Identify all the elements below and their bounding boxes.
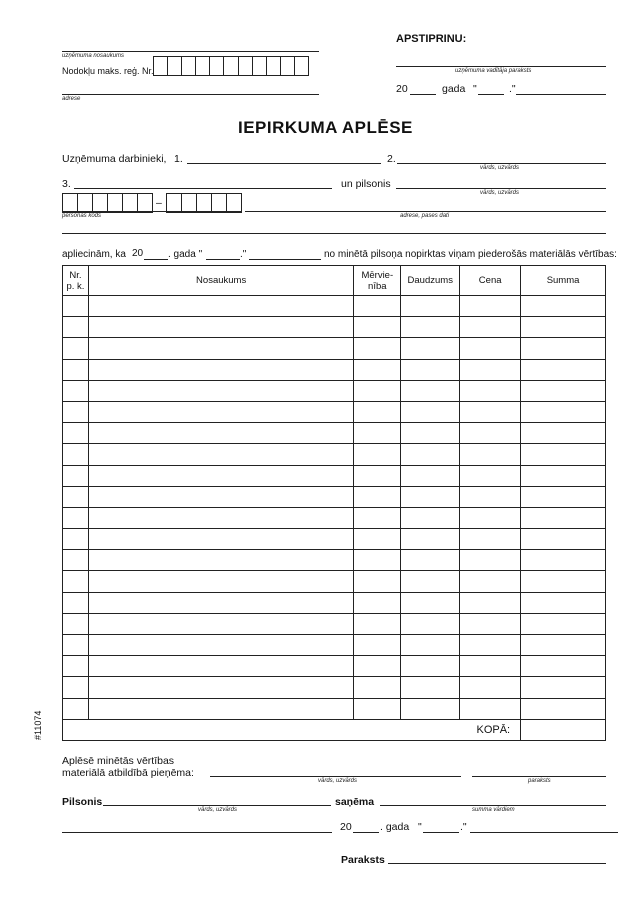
cell-nosaukums[interactable] <box>88 507 353 528</box>
signature-line[interactable] <box>388 863 606 864</box>
cell-summa[interactable] <box>521 613 606 634</box>
personal-code-underline <box>62 211 242 212</box>
cell-nosaukums[interactable] <box>88 444 353 465</box>
tax-reg-label: Nodokļu maks. reģ. Nr. <box>62 66 154 76</box>
personal-code-boxes-2[interactable] <box>166 193 242 213</box>
footer-day-line[interactable] <box>423 832 459 833</box>
cell-nosaukums[interactable] <box>88 550 353 571</box>
footer-year-line[interactable] <box>353 832 379 833</box>
cell-daudzums[interactable] <box>401 338 460 359</box>
cell-nr[interactable] <box>63 444 89 465</box>
employee-2-line[interactable] <box>397 163 606 164</box>
cell-cena[interactable] <box>460 571 521 592</box>
address-passport-caption: adrese, pases dati <box>400 213 450 219</box>
cell-summa[interactable] <box>521 338 606 359</box>
cell-summa[interactable] <box>521 401 606 422</box>
cell-daudzums[interactable] <box>401 423 460 444</box>
cell-mervieniba[interactable] <box>354 550 401 571</box>
cell-daudzums[interactable] <box>401 613 460 634</box>
cell-cena[interactable] <box>460 507 521 528</box>
table-row <box>63 592 606 613</box>
approve-day-line[interactable] <box>478 94 504 95</box>
cell-cena[interactable] <box>460 401 521 422</box>
company-name-caption: uzņēmuma nosaukums <box>62 53 125 59</box>
purchase-items-table <box>62 265 606 741</box>
cell-daudzums[interactable] <box>401 550 460 571</box>
cell-daudzums[interactable] <box>401 380 460 401</box>
accepted-signature-caption: paraksts <box>528 778 551 784</box>
cell-nosaukums[interactable] <box>88 635 353 656</box>
table-row <box>63 465 606 486</box>
cell-cena[interactable] <box>460 380 521 401</box>
cell-nr[interactable] <box>63 677 89 698</box>
cell-cena[interactable] <box>460 486 521 507</box>
cell-nr[interactable] <box>63 507 89 528</box>
cell-nosaukums[interactable] <box>88 698 353 719</box>
personal-code-caption: personas kods <box>62 213 102 219</box>
table-row <box>63 698 606 719</box>
footer-month-line[interactable] <box>470 832 618 833</box>
col-header-nr: Nr. p. k. <box>63 266 89 296</box>
cell-cena[interactable] <box>460 359 521 380</box>
citizen-footer-name-line[interactable] <box>103 805 331 806</box>
cell-mervieniba[interactable] <box>354 635 401 656</box>
cell-summa[interactable] <box>521 677 606 698</box>
address-line[interactable] <box>62 94 319 95</box>
cell-summa[interactable] <box>521 380 606 401</box>
statement-month-line[interactable] <box>249 259 321 260</box>
cell-daudzums[interactable] <box>401 656 460 677</box>
cell-daudzums[interactable] <box>401 698 460 719</box>
table-row <box>63 380 606 401</box>
tax-reg-digit-box[interactable] <box>294 56 309 76</box>
manager-signature-line[interactable] <box>396 66 606 67</box>
cell-mervieniba[interactable] <box>354 507 401 528</box>
statement-gada: . gada " <box>168 249 203 260</box>
table-row <box>63 444 606 465</box>
cell-nosaukums[interactable] <box>88 317 353 338</box>
cell-summa[interactable] <box>521 656 606 677</box>
cell-daudzums[interactable] <box>401 529 460 550</box>
col-header-cena: Cena <box>460 266 521 296</box>
cell-daudzums[interactable] <box>401 359 460 380</box>
table-row <box>63 507 606 528</box>
cell-nr[interactable] <box>63 571 89 592</box>
col-header-summa: Summa <box>521 266 606 296</box>
cell-summa[interactable] <box>521 486 606 507</box>
cell-summa[interactable] <box>521 465 606 486</box>
table-row <box>63 401 606 422</box>
address-passport-line[interactable] <box>245 211 606 212</box>
cell-nosaukums[interactable] <box>88 529 353 550</box>
accepted-text-line2: materiālā atbildībā pieņēma: <box>62 767 194 779</box>
employee-3-number: 3. <box>62 178 71 190</box>
cell-summa[interactable] <box>521 444 606 465</box>
approve-year-line[interactable] <box>410 94 436 95</box>
tax-reg-digit-box[interactable] <box>223 56 238 76</box>
tax-reg-digit-box[interactable] <box>280 56 295 76</box>
personal-code-digit-box[interactable] <box>211 193 227 213</box>
approve-gada-label: gada <box>442 83 466 95</box>
cell-nr[interactable] <box>63 529 89 550</box>
received-label: saņēma <box>335 796 375 808</box>
cell-mervieniba[interactable] <box>354 529 401 550</box>
col-header-nosaukums: Nosaukums <box>88 266 353 296</box>
cell-mervieniba[interactable] <box>354 296 401 317</box>
cell-daudzums[interactable] <box>401 465 460 486</box>
statement-year-line[interactable] <box>144 259 168 260</box>
statement-suffix: no minētā pilsoņa nopirktas viņam piederošās materiālās vērtības: <box>324 249 617 260</box>
table-row <box>63 338 606 359</box>
footer-gada-label: . gada <box>380 821 410 833</box>
cell-nr[interactable] <box>63 592 89 613</box>
total-label: KOPĀ: <box>63 719 521 740</box>
personal-code-digit-box[interactable] <box>196 193 212 213</box>
cell-nosaukums[interactable] <box>88 571 353 592</box>
personal-code-dash: – <box>156 197 162 209</box>
tax-reg-digit-box[interactable] <box>266 56 281 76</box>
personal-code-digit-box[interactable] <box>181 193 197 213</box>
cell-nr[interactable] <box>63 656 89 677</box>
tax-reg-digit-box[interactable] <box>167 56 182 76</box>
cell-mervieniba[interactable] <box>354 317 401 338</box>
cell-cena[interactable] <box>460 296 521 317</box>
tax-reg-digit-box[interactable] <box>181 56 196 76</box>
personal-code-digit-box[interactable] <box>226 193 242 213</box>
cell-nr[interactable] <box>63 465 89 486</box>
employees-label: Uzņēmuma darbinieki, <box>62 153 167 165</box>
signature-label: Paraksts <box>341 854 385 866</box>
cell-nr[interactable] <box>63 698 89 719</box>
cell-summa[interactable] <box>521 507 606 528</box>
footer-quote-open: " <box>418 821 422 833</box>
cell-cena[interactable] <box>460 423 521 444</box>
approve-year-prefix: 20 <box>396 83 408 95</box>
personal-code-digit-box[interactable] <box>107 193 123 213</box>
cell-daudzums[interactable] <box>401 444 460 465</box>
cell-cena[interactable] <box>460 613 521 634</box>
accepted-name-caption: vārds, uzvārds <box>318 778 358 784</box>
table-total-row <box>63 719 606 740</box>
tax-reg-digit-box[interactable] <box>209 56 224 76</box>
table-row <box>63 677 606 698</box>
cell-nr[interactable] <box>63 296 89 317</box>
personal-code-digit-box[interactable] <box>62 193 78 213</box>
cell-mervieniba[interactable] <box>354 592 401 613</box>
and-citizen-label: un pilsonis <box>341 178 391 190</box>
cell-daudzums[interactable] <box>401 635 460 656</box>
cell-mervieniba[interactable] <box>354 380 401 401</box>
cell-nosaukums[interactable] <box>88 656 353 677</box>
cell-cena[interactable] <box>460 444 521 465</box>
cell-nosaukums[interactable] <box>88 486 353 507</box>
personal-code-boxes-1[interactable] <box>62 193 153 213</box>
cell-nosaukums[interactable] <box>88 613 353 634</box>
company-name-line[interactable] <box>62 51 319 52</box>
cell-nr[interactable] <box>63 338 89 359</box>
employee-2-number: 2. <box>387 153 396 165</box>
document-title: IEPIRKUMA APLĒSE <box>238 118 413 137</box>
cell-daudzums[interactable] <box>401 317 460 338</box>
approve-label: APSTIPRINU: <box>396 33 467 45</box>
cell-mervieniba[interactable] <box>354 677 401 698</box>
statement-prefix: apliecinām, ka <box>62 249 126 260</box>
cell-daudzums[interactable] <box>401 592 460 613</box>
table-row <box>63 656 606 677</box>
cell-cena[interactable] <box>460 550 521 571</box>
cell-nr[interactable] <box>63 380 89 401</box>
cell-mervieniba[interactable] <box>354 571 401 592</box>
footer-extra-line[interactable] <box>62 832 332 833</box>
cell-daudzums[interactable] <box>401 296 460 317</box>
cell-summa[interactable] <box>521 359 606 380</box>
approve-month-line[interactable] <box>516 94 606 95</box>
cell-cena[interactable] <box>460 317 521 338</box>
cell-nr[interactable] <box>63 317 89 338</box>
cell-daudzums[interactable] <box>401 677 460 698</box>
cell-nosaukums[interactable] <box>88 465 353 486</box>
cell-daudzums[interactable] <box>401 507 460 528</box>
table-body <box>63 296 606 720</box>
personal-code-digit-box[interactable] <box>77 193 93 213</box>
cell-mervieniba[interactable] <box>354 465 401 486</box>
personal-code-digit-box[interactable] <box>122 193 138 213</box>
table-row <box>63 529 606 550</box>
cell-nr[interactable] <box>63 613 89 634</box>
cell-summa[interactable] <box>521 635 606 656</box>
statement-day-line[interactable] <box>206 259 240 260</box>
address-passport-extra-line[interactable] <box>62 233 606 234</box>
cell-mervieniba[interactable] <box>354 613 401 634</box>
cell-nosaukums[interactable] <box>88 592 353 613</box>
accepted-name-line[interactable] <box>210 776 461 777</box>
cell-daudzums[interactable] <box>401 571 460 592</box>
cell-daudzums[interactable] <box>401 486 460 507</box>
employee-3-line[interactable] <box>74 188 332 189</box>
cell-nosaukums[interactable] <box>88 296 353 317</box>
citizen-footer-name-caption: vārds, uzvārds <box>198 807 238 813</box>
cell-summa[interactable] <box>521 592 606 613</box>
cell-nr[interactable] <box>63 359 89 380</box>
cell-summa[interactable] <box>521 529 606 550</box>
cell-cena[interactable] <box>460 465 521 486</box>
cell-nosaukums[interactable] <box>88 677 353 698</box>
cell-summa[interactable] <box>521 550 606 571</box>
address-caption: adrese <box>62 96 81 102</box>
col-header-daudzums: Daudzums <box>401 266 460 296</box>
approve-quote-open: " <box>473 83 477 95</box>
tax-reg-digit-box[interactable] <box>252 56 267 76</box>
cell-cena[interactable] <box>460 677 521 698</box>
cell-nosaukums[interactable] <box>88 380 353 401</box>
personal-code-digit-box[interactable] <box>166 193 182 213</box>
personal-code-digit-box[interactable] <box>137 193 153 213</box>
cell-mervieniba[interactable] <box>354 486 401 507</box>
cell-cena[interactable] <box>460 338 521 359</box>
citizen-name-line[interactable] <box>396 188 606 189</box>
cell-nr[interactable] <box>63 423 89 444</box>
cell-nr[interactable] <box>63 401 89 422</box>
table-row <box>63 359 606 380</box>
cell-mervieniba[interactable] <box>354 444 401 465</box>
table-row <box>63 296 606 317</box>
table-row <box>63 613 606 634</box>
cell-summa[interactable] <box>521 317 606 338</box>
manager-signature-caption: uzņēmuma vadītāja paraksts <box>455 68 532 74</box>
cell-mervieniba[interactable] <box>354 423 401 444</box>
tax-reg-digit-box[interactable] <box>195 56 210 76</box>
tax-reg-digit-box[interactable] <box>238 56 253 76</box>
side-form-code: #11074 <box>33 710 43 740</box>
tax-reg-digit-box[interactable] <box>153 56 168 76</box>
col-header-mervieniba: Mērvie- nība <box>354 266 401 296</box>
table-row <box>63 571 606 592</box>
accepted-signature-line[interactable] <box>472 776 606 777</box>
cell-summa[interactable] <box>521 296 606 317</box>
table-row <box>63 423 606 444</box>
cell-nosaukums[interactable] <box>88 338 353 359</box>
cell-cena[interactable] <box>460 592 521 613</box>
cell-cena[interactable] <box>460 635 521 656</box>
cell-nosaukums[interactable] <box>88 359 353 380</box>
citizen-name-caption: vārds, uzvārds <box>480 190 520 196</box>
sum-words-line[interactable] <box>380 805 606 806</box>
cell-daudzums[interactable] <box>401 401 460 422</box>
table-row <box>63 635 606 656</box>
sum-words-caption: summa vārdiem <box>472 807 515 813</box>
statement-quote-close: ." <box>240 249 247 260</box>
cell-nosaukums[interactable] <box>88 401 353 422</box>
cell-mervieniba[interactable] <box>354 698 401 719</box>
cell-cena[interactable] <box>460 656 521 677</box>
statement-year-prefix: 20 <box>132 248 144 259</box>
footer-year-prefix: 20 <box>340 821 352 833</box>
employee-1-line[interactable] <box>187 163 381 164</box>
table-header-row <box>63 266 606 296</box>
employee-2-caption: vārds, uzvārds <box>480 165 520 171</box>
cell-nr[interactable] <box>63 635 89 656</box>
table-row <box>63 550 606 571</box>
accepted-text-line1: Aplēsē minētās vērtības <box>62 755 175 767</box>
table-row <box>63 317 606 338</box>
cell-cena[interactable] <box>460 529 521 550</box>
cell-mervieniba[interactable] <box>354 359 401 380</box>
cell-summa[interactable] <box>521 698 606 719</box>
approve-quote-close: ." <box>509 83 516 95</box>
cell-nosaukums[interactable] <box>88 423 353 444</box>
cell-cena[interactable] <box>460 698 521 719</box>
cell-mervieniba[interactable] <box>354 656 401 677</box>
cell-nr[interactable] <box>63 486 89 507</box>
cell-nr[interactable] <box>63 550 89 571</box>
cell-mervieniba[interactable] <box>354 338 401 359</box>
cell-summa[interactable] <box>521 423 606 444</box>
total-value-cell[interactable] <box>521 719 606 740</box>
footer-quote-close: ." <box>460 821 467 833</box>
employee-1-number: 1. <box>174 153 183 165</box>
tax-reg-number-boxes[interactable] <box>153 56 319 76</box>
personal-code-digit-box[interactable] <box>92 193 108 213</box>
citizen-label: Pilsonis <box>62 796 103 808</box>
cell-mervieniba[interactable] <box>354 401 401 422</box>
table-row <box>63 486 606 507</box>
cell-summa[interactable] <box>521 571 606 592</box>
